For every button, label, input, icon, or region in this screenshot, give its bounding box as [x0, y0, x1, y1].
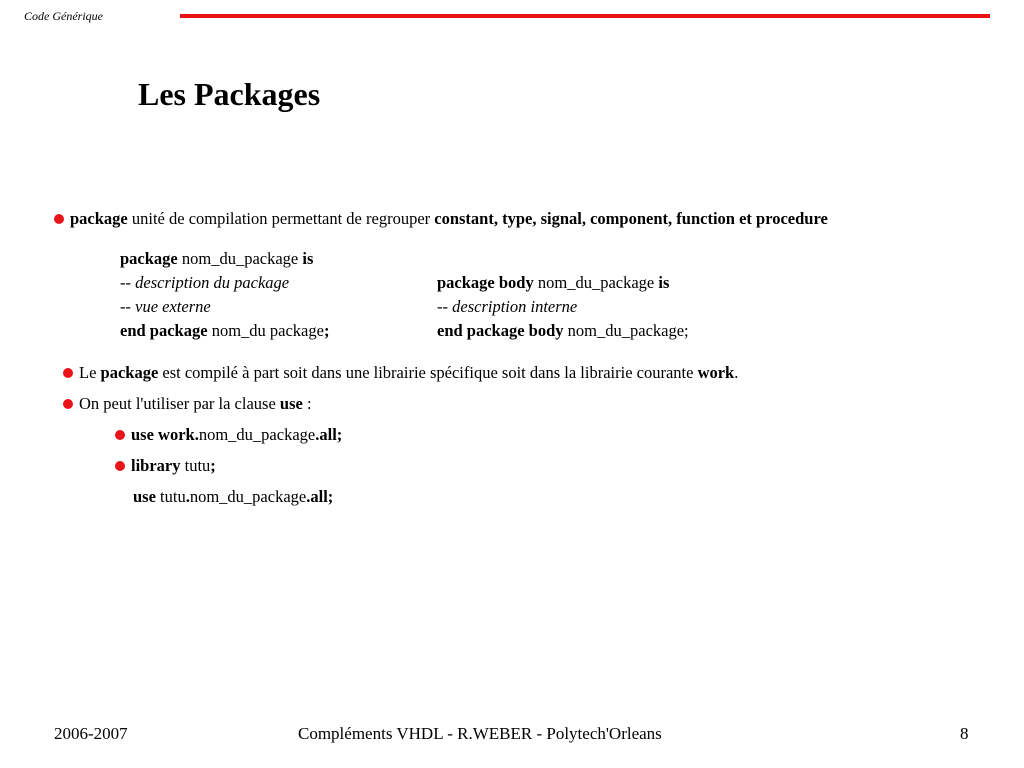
- bullet-text: On peut l'utiliser par la clause: [79, 394, 280, 413]
- package-name: nom_du_package: [189, 487, 307, 506]
- package-name: nom_du_package: [533, 273, 659, 292]
- footer-year: 2006-2007: [54, 724, 128, 743]
- period: .: [734, 363, 739, 382]
- semicolon: ;: [210, 456, 216, 475]
- code-left-line-1: [120, 249, 313, 269]
- red-bullet-icon: [63, 399, 73, 409]
- keyword-package-body: package body: [437, 273, 534, 292]
- keyword-is: is: [658, 273, 670, 292]
- keyword-end-package-body: end package body: [437, 321, 564, 340]
- bullet-text: Le: [79, 363, 101, 382]
- page-title: Les Packages: [138, 76, 321, 112]
- red-bullet-icon: [54, 214, 64, 224]
- keyword-all: .all;: [315, 425, 343, 444]
- colon: :: [302, 394, 312, 413]
- library-name: tutu: [155, 487, 186, 506]
- bullet-compilation: [63, 363, 738, 383]
- keyword-package: package: [70, 209, 128, 228]
- comment-dash: --: [437, 297, 453, 316]
- comment-text: description du package: [135, 273, 290, 292]
- code-right-line-3: [437, 321, 689, 341]
- dot: .: [185, 487, 190, 506]
- keyword-package: package: [100, 363, 159, 382]
- sub-bullet-library: [115, 456, 216, 476]
- keyword-use-work: use work.: [131, 425, 199, 444]
- code-left-line-3: [120, 297, 211, 317]
- package-name: nom_du_package: [198, 425, 316, 444]
- footer-course: Compléments VHDL - R.WEBER - Polytech'Orleans: [298, 724, 662, 743]
- code-left-line-2: [120, 273, 289, 293]
- keyword-list: constant, type, signal, component, function et procedure: [434, 209, 828, 228]
- semicolon: ;: [323, 321, 330, 340]
- comment-text: description interne: [452, 297, 578, 316]
- comment-dash: --: [120, 273, 136, 292]
- package-name: nom_du_package;: [563, 321, 689, 340]
- code-right-line-2: [437, 297, 577, 317]
- keyword-work: work: [697, 363, 735, 382]
- keyword-end-package: end package: [120, 321, 208, 340]
- red-bullet-icon: [115, 430, 125, 440]
- code-right-line-1: [437, 273, 669, 293]
- keyword-use: use: [133, 487, 156, 506]
- bullet-text: unité de compilation permettant de regrouper: [127, 209, 435, 228]
- code-left-line-4: [120, 321, 329, 341]
- keyword-library: library: [131, 456, 181, 475]
- header-label: Code Générique: [24, 9, 103, 23]
- comment-text: vue externe: [135, 297, 211, 316]
- bullet-package-definition: [54, 209, 828, 229]
- page-number: 8: [960, 724, 969, 743]
- comment-dash: --: [120, 297, 136, 316]
- bullet-text: est compilé à part soit dans une librairie spécifique soit dans la librairie courante: [158, 363, 698, 382]
- red-bullet-icon: [63, 368, 73, 378]
- keyword-is: is: [302, 249, 314, 268]
- sub-bullet-use-work: [115, 425, 342, 445]
- package-name: nom_du package: [207, 321, 324, 340]
- package-name: nom_du_package: [177, 249, 303, 268]
- bullet-use-clause: [63, 394, 312, 414]
- keyword-package: package: [120, 249, 178, 268]
- red-bullet-icon: [115, 461, 125, 471]
- keyword-all: .all;: [306, 487, 334, 506]
- sub-line-use-tutu: [133, 487, 333, 507]
- header-divider: [180, 14, 990, 18]
- keyword-use: use: [279, 394, 303, 413]
- library-name: tutu: [180, 456, 211, 475]
